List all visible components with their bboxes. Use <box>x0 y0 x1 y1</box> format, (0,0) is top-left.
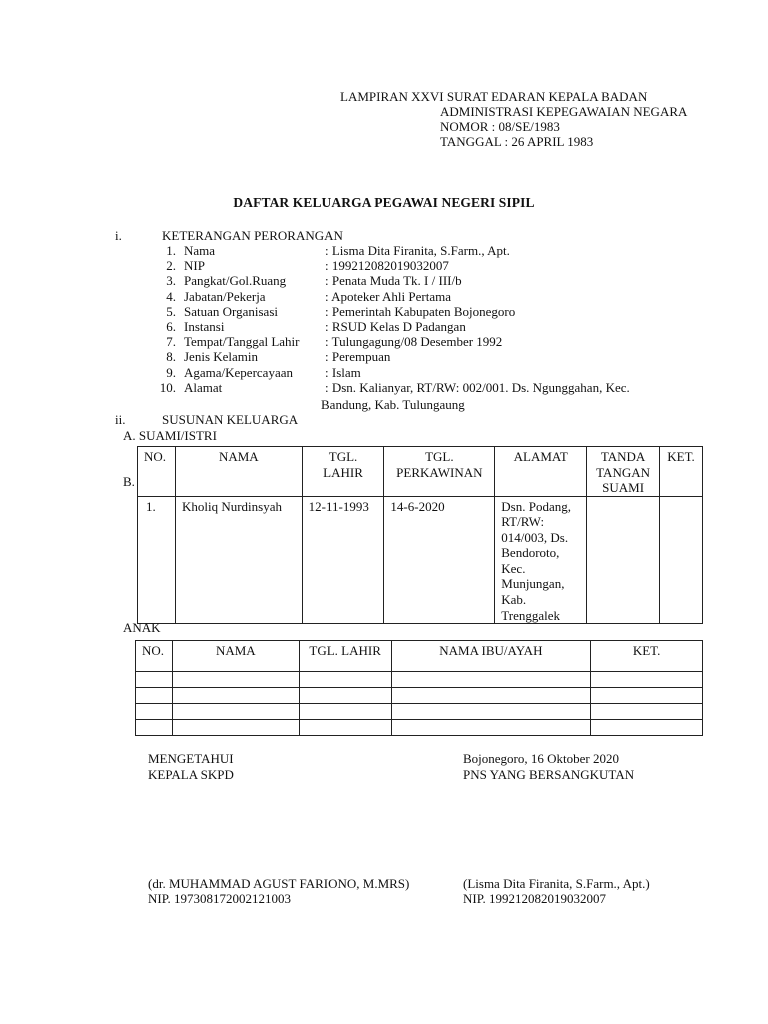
item-number: 5. <box>166 303 176 319</box>
header-nama: NAMA <box>175 447 302 497</box>
children-table-header <box>136 641 703 672</box>
header-line-3: NOMOR : 08/SE/1983 <box>440 119 560 134</box>
header-tanda-tangan: TANDA TANGAN SUAMI <box>587 447 660 497</box>
header-ket: KET. <box>660 447 703 497</box>
item-label: Tempat/Tanggal Lahir <box>184 334 300 350</box>
sign-right-line1: Bojonegoro, 16 Oktober 2020 <box>463 751 619 766</box>
item-number: 9. <box>166 364 176 380</box>
sign-left-line1: MENGETAHUI <box>148 751 234 766</box>
spouse-marriage-date: 14-6-2020 <box>384 496 495 624</box>
spouse-no: 1. <box>138 496 176 624</box>
header-alamat: ALAMAT <box>495 447 587 497</box>
item-value: : Lisma Dita Firanita, S.Farm., Apt. <box>325 243 510 258</box>
item-value: : Dsn. Kalianyar, RT/RW: 002/001. Ds. Ngunggahan, Kec. <box>325 379 630 395</box>
subsection-b-label: B. <box>123 474 135 489</box>
sign-left-nip: NIP. 197308172002121003 <box>148 891 292 906</box>
sign-right-name: (Lisma Dita Firanita, S.Farm., Apt.) <box>463 876 650 891</box>
item-number: 10. <box>159 379 176 395</box>
address-continuation: Bandung, Kab. Tulungaung <box>321 397 465 412</box>
item-label: Jenis Kelamin <box>184 349 259 365</box>
section2-roman: ii. <box>115 412 126 427</box>
child-label: ANAK <box>123 620 161 635</box>
item-label: Pangkat/Gol.Ruang <box>184 273 287 289</box>
sign-left-name: (dr. MUHAMMAD AGUST FARIONO, M.MRS) <box>148 876 410 891</box>
item-number: 6. <box>166 319 176 334</box>
section2-heading: SUSUNAN KELUARGA <box>162 412 299 427</box>
item-value: : Tulungagung/08 Desember 1992 <box>325 334 503 350</box>
document-title: DAFTAR KELUARGA PEGAWAI NEGERI SIPIL <box>233 195 535 210</box>
header-line-1: LAMPIRAN XXVI SURAT EDARAN KEPALA BADAN <box>340 89 648 104</box>
table-row <box>136 688 703 704</box>
child-header-tgl-lahir: TGL. LAHIR <box>299 641 391 672</box>
children-table <box>135 640 703 736</box>
subsection-a-label: A. SUAMI/ISTRI <box>123 428 217 443</box>
sign-left-line2: KEPALA SKPD <box>148 767 234 782</box>
spouse-dob: 12-11-1993 <box>302 496 384 624</box>
spouse-note <box>660 496 703 624</box>
table-row <box>136 720 703 736</box>
item-number: 2. <box>166 258 176 274</box>
spouse-table-header <box>138 447 703 497</box>
header-line-2: ADMINISTRASI KEPEGAWAIAN NEGARA <box>440 104 688 119</box>
table-row <box>136 704 703 720</box>
item-number: 3. <box>166 273 176 289</box>
section1-roman: i. <box>115 228 122 243</box>
item-value: : Perempuan <box>325 349 391 365</box>
item-value: : 199212082019032007 <box>325 258 449 274</box>
item-value: : Pemerintah Kabupaten Bojonegoro <box>325 303 516 319</box>
item-value: : RSUD Kelas D Padangan <box>325 319 466 334</box>
item-label: Instansi <box>184 319 225 334</box>
spouse-address: Dsn. Podang, RT/RW: 014/003, Ds. Bendoroto, Kec. Munjungan, Kab. Trenggalek <box>495 496 587 624</box>
child-header-nama: NAMA <box>172 641 299 672</box>
table-row <box>136 672 703 688</box>
item-label: Alamat <box>184 379 223 395</box>
item-number: 4. <box>166 288 176 304</box>
spouse-name: Kholiq Nurdinsyah <box>175 496 302 624</box>
item-label: Agama/Kepercayaan <box>184 364 293 380</box>
item-number: 7. <box>166 334 176 350</box>
item-label: Jabatan/Pekerja <box>184 288 266 304</box>
section1-heading: KETERANGAN PERORANGAN <box>162 228 343 243</box>
sign-right-line2: PNS YANG BERSANGKUTAN <box>463 767 635 782</box>
header-tgl-perkawinan: TGL. PERKAWINAN <box>384 447 495 497</box>
item-number: 8. <box>166 349 176 365</box>
header-line-4: TANGGAL : 26 APRIL 1983 <box>440 134 594 149</box>
child-header-nama-ibu-ayah: NAMA IBU/AYAH <box>391 641 591 672</box>
header-no: NO. <box>138 447 176 497</box>
item-label: Satuan Organisasi <box>184 303 278 319</box>
item-value: : Penata Muda Tk. I / III/b <box>325 273 462 289</box>
spouse-signature <box>587 496 660 624</box>
header-tgl-lahir: TGL. LAHIR <box>302 447 384 497</box>
child-header-no: NO. <box>136 641 173 672</box>
item-number: 1. <box>166 243 176 258</box>
item-value: : Islam <box>325 364 361 380</box>
child-header-ket: KET. <box>591 641 703 672</box>
item-label: Nama <box>184 243 216 258</box>
sign-right-nip: NIP. 199212082019032007 <box>463 891 607 906</box>
item-value: : Apoteker Ahli Pertama <box>325 288 452 304</box>
item-label: NIP <box>184 258 205 274</box>
table-row <box>138 496 703 624</box>
spouse-table <box>137 446 703 624</box>
